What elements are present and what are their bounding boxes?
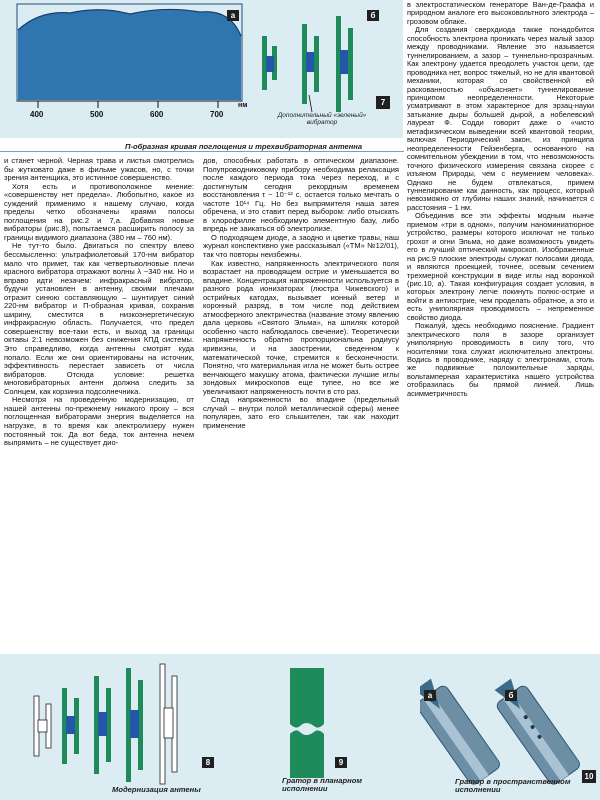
fig8-caption: Модернизация антены bbox=[112, 785, 201, 794]
paragraph: Для создания сверхдиода также понадобится способность электрона проникать через малый зазор между проводниками. Явление это называется туннелированием, а зазор – туннельно-прозрачным. Как электрону удается преодолеть участок цепи, где проводника нет, вопрос тяжелый, но не для квантовой механики, которая со свойственной ей раскованностью «объясняет» туннелирование принципом неопределенности. Некоторые усматривают в этом характерное для эрзац-науки затыкание дыры большей дырой, а нобелевский лауреат Ф. Содди говорит даже о «чисто метафизическом выведении всей квантовой теории, включая Периодический закон, из принципа неопределенности Гейзенберга, основанного на сомнительном убеждении в том, что невозможность точного физического измерения связана скорее с изъяном Природы, чем с неумением человека». Однако не будем отвлекаться, примем туннелирование как данность, как процесс, который невозможно от глубины наших знаний, начинается с расстояния ~ 1 нм. bbox=[407, 25, 594, 212]
fig7-tick-700: 700 bbox=[210, 110, 224, 119]
paragraph: Несмотря на проведенную модернизацию, от нашей антенны по-прежнему никакого проку – вся поглощенная вибраторами энергия выделяется на нагрузке, в то время как электролизеру нужен постоянный ток. Да вот беда, ток антенна нечем выпрямить – не существует дио- bbox=[4, 395, 194, 448]
paragraph: О подходящем диоде, а заодно и цветке травы, наш журнал конспективно уже рассказывал («ТМ» №12/01), так что повторы неизбежны. bbox=[203, 232, 399, 260]
fig7-label-a: а bbox=[227, 10, 239, 21]
antenna-modernization-figure bbox=[0, 654, 240, 800]
text-column-right bbox=[407, 1, 594, 398]
fig7-caption: П-образная кривая поглощения и трехвибраторная антенна bbox=[125, 142, 363, 151]
fig7-extra-vibrator-note: Дополнительный «зеленый» вибратор bbox=[277, 112, 367, 126]
fig9-label: 9 bbox=[335, 757, 347, 768]
fig7-caption-rule bbox=[0, 151, 404, 152]
fig7-unit: нм bbox=[238, 102, 248, 109]
fig7-label-b: б bbox=[367, 10, 379, 21]
fig10-number: 10 bbox=[582, 770, 596, 783]
fig7-tick-500: 500 bbox=[90, 110, 104, 119]
fig7-number: 7 bbox=[376, 96, 390, 109]
fig7-tick-600: 600 bbox=[150, 110, 164, 119]
fig7-tick-400: 400 bbox=[30, 110, 44, 119]
paragraph: Как известно, напряженность электрического поля возрастает на проводящем острие и уменьшается во впадине. Концентрация напряженности используется в разного рода ионизаторах (люстра Чижевского) и острийных катодах, вызывает ионный ветер и коронный разряд, в том числе под действием атмосферного электричества (название этому явлению дала церковь «Святого Эльма», на шпилях которой особенно часто наблюдалось свечение). Теоретически напряженность обратно пропорциональна радиусу кривизны, и на заострении, сведенном к математической точке, стремится к бесконечности. Понятно, что материальная игла не может быть острее венчающего макушку атома, фактически лучшие иглы зондовых микроскопов еще тупее, но все же увеличивают напряженность почти в сто раз. bbox=[203, 258, 399, 396]
paragraph: Хотя есть и противоположное мнение: «совершенству нет предела». Любопытно, какое из суждений применимо к нашему случаю, когда пределы четко обозначены краями полосы поглощения на рис.2 и 7,а. Добавляя новые вибраторы (рис.8), попытаемся расширить полосу за границы видимого диапазона (380 нм – 760 нм). bbox=[4, 181, 194, 242]
paragraph: дов, способных работать в оптическом диапазоне. Полупроводниковому прибору необходима релаксация после каждого периода тока через переход, и с достигнутым сегодня рекордным временем восстановления τ ~ 10⁻¹² с. остается только мечтать о частоте 10¹⁴ Гц. Но без выпрямителя наша затея обречена, и это ставит перед выбором: либо отыскать в хлорофилле необходимую элементную базу, либо впредь не заикаться об электролизе. bbox=[203, 156, 399, 234]
paragraph: и станет черной. Черная трава и листья смотрелись бы жутковато даже в фильме ужасов, но, с точки зрения антенщика, это истинное совершенство. bbox=[4, 156, 194, 183]
text-column-2 bbox=[203, 157, 399, 431]
fig10-label-b: б bbox=[505, 690, 517, 701]
fig10-caption: Гратор в пространственном исполнении bbox=[455, 777, 571, 794]
paragraph: Объединив все эти эффекты модным нынче приемом «три в одном», получим наноминиатюрное устройство, размеры которого исключат не только грохот и огни Эльма, но даже возможность увидеть его в лучший оптический микроскоп. Изображенные на рис.9 плоские электроды служат полосами диода, и являются проекцией, точнее, осевым сечением трехмерной конструкции в виде иглы над воронкой (рис.10, а). Такая конфигурация создает условия, в которых электрону легче покинуть полюс-острие и войти в антиострие, чем проделать обратное, а это и есть униполярная проводимость – непременное свойство диода. bbox=[407, 211, 594, 322]
fig10-label-a: а bbox=[424, 690, 436, 701]
paragraph: Спад напряженности во впадине (предельный случай – внутри полой металлической сферы) менее популярен, зато его слышителен, так как находит применение bbox=[203, 395, 399, 430]
text-column-1 bbox=[4, 157, 194, 448]
paragraph: Пожалуй, здесь необходимо пояснение. Градиент электрического поля в зазоре организует униполярную проводимость в силу того, что носителями тока служат исключительно электроны. Водись в проводнике, наряду с электронами, столь же подвижные положительные заряды, вольтамперная характеристика нашего устройства отобразилась бы прямой линией. Лишь асимметричность bbox=[407, 321, 594, 398]
fig8-label: 8 bbox=[202, 757, 214, 768]
paragraph: в электростатическом генераторе Ван-де-Граафа и природном аналоге его высоковольтного электрода – грозовом облаке. bbox=[407, 0, 594, 26]
paragraph: Не тут-то было. Двигаться по спектру влево бессмысленно: ультрафиолетовый 170-нм вибратор мало что примет, так как четвертьволновые плечи красного вибратора отражают волны λ ~340 нм. Но и вправо идти незачем: инфракрасный вибратор, будучи установлен в антенну, своими плечами отразит синюю составляющую – шунтирует синий 220-нм вибратор и П-образная кривая, сохранив ширину, сместится в низкоэнергетическую инфракрасную область. Получается, что предел совершенству все-таки есть, и выход за границы октавы 2:1 невозможен без снижения КПД системы. Это справедливо, когда антенны смотрят куда попало. Если же они ориентированы на источник, эффективность перестает зависеть от числа вибраторов. Отсюда условие: решетка многовибраторных антенн должна следить за Солнцем, как корзинка подсолнечника. bbox=[4, 241, 194, 396]
fig9-caption: Гратор в планарном исполнении bbox=[282, 776, 362, 793]
